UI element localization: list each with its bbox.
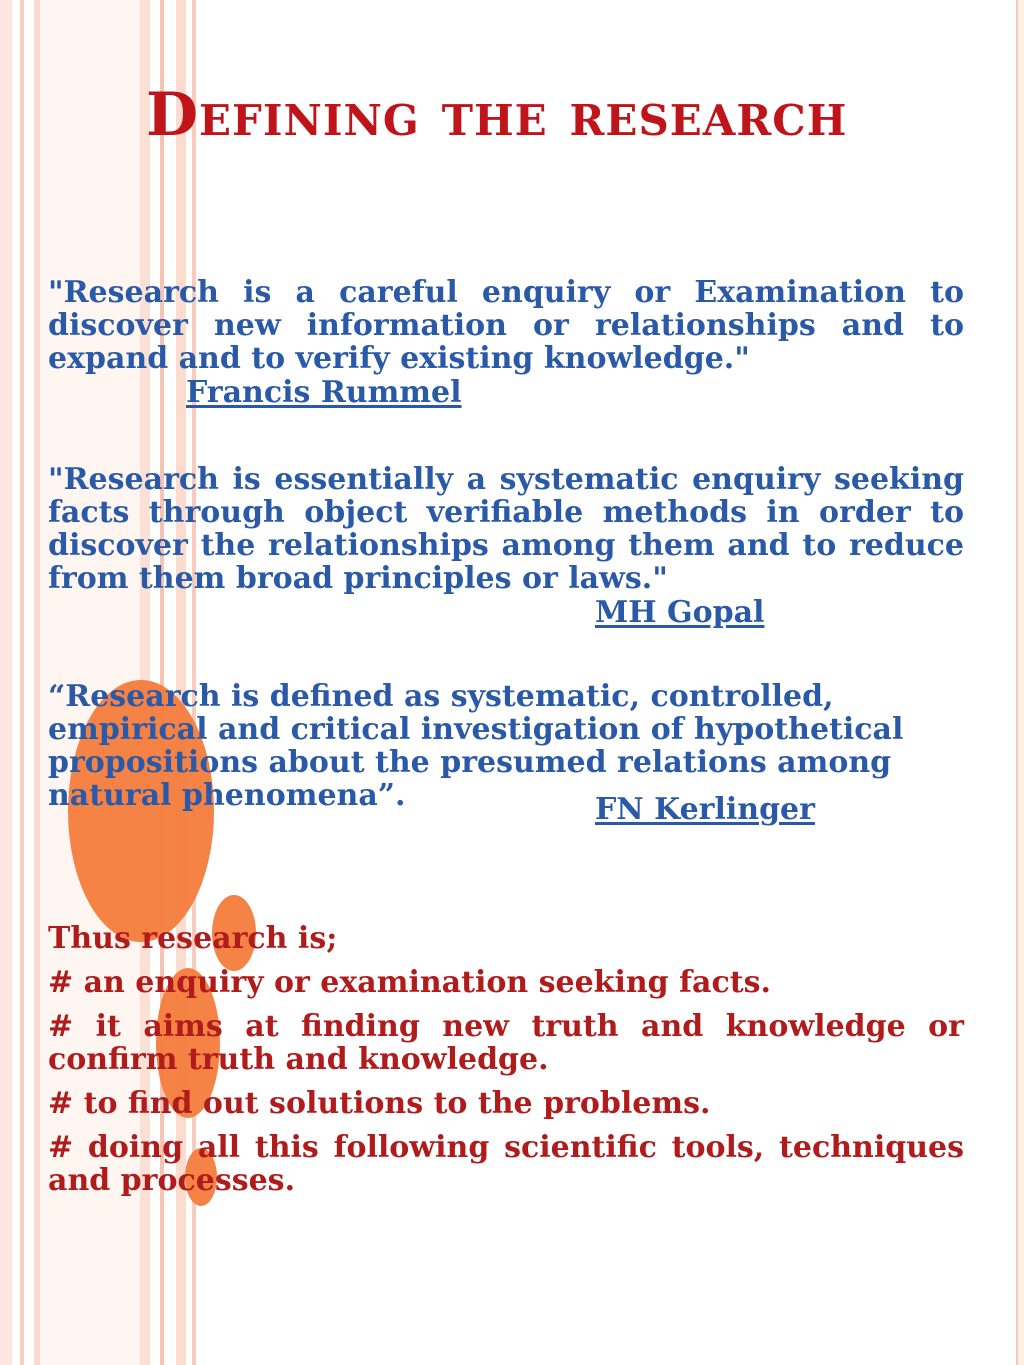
author-rummel: Francis Rummel	[186, 375, 462, 410]
summary-section	[48, 922, 964, 1208]
author-gopal: MH Gopal	[595, 595, 765, 630]
quote-kerlinger: “Research is defined as systematic, controlled, empirical and critical investigation of hypothetical propositions about the presumed relations among natural phenomena”.	[48, 679, 904, 813]
summary-point: # to find out solutions to the problems.	[48, 1086, 711, 1121]
summary-point: # an enquiry or examination seeking facts.	[48, 965, 771, 1000]
summary-point: # doing all this following scientific tools, techniques and processes.	[48, 1130, 964, 1198]
summary-point: # it aims at finding new truth and knowledge or confirm truth and knowledge.	[48, 1009, 964, 1077]
summary-heading: Thus research is;	[48, 921, 338, 956]
quote-rummel: "Research is a careful enquiry or Examination to discover new information or relationships and to expand and to verify existing knowledge."	[48, 275, 964, 376]
slide-title: Defining the research	[146, 80, 848, 150]
quote-gopal: "Research is essentially a systematic enquiry seeking facts through object verifiable methods in order to discover the relationships among them and to reduce from them broad principles or laws."	[48, 462, 964, 596]
author-kerlinger: FN Kerlinger	[595, 792, 815, 827]
